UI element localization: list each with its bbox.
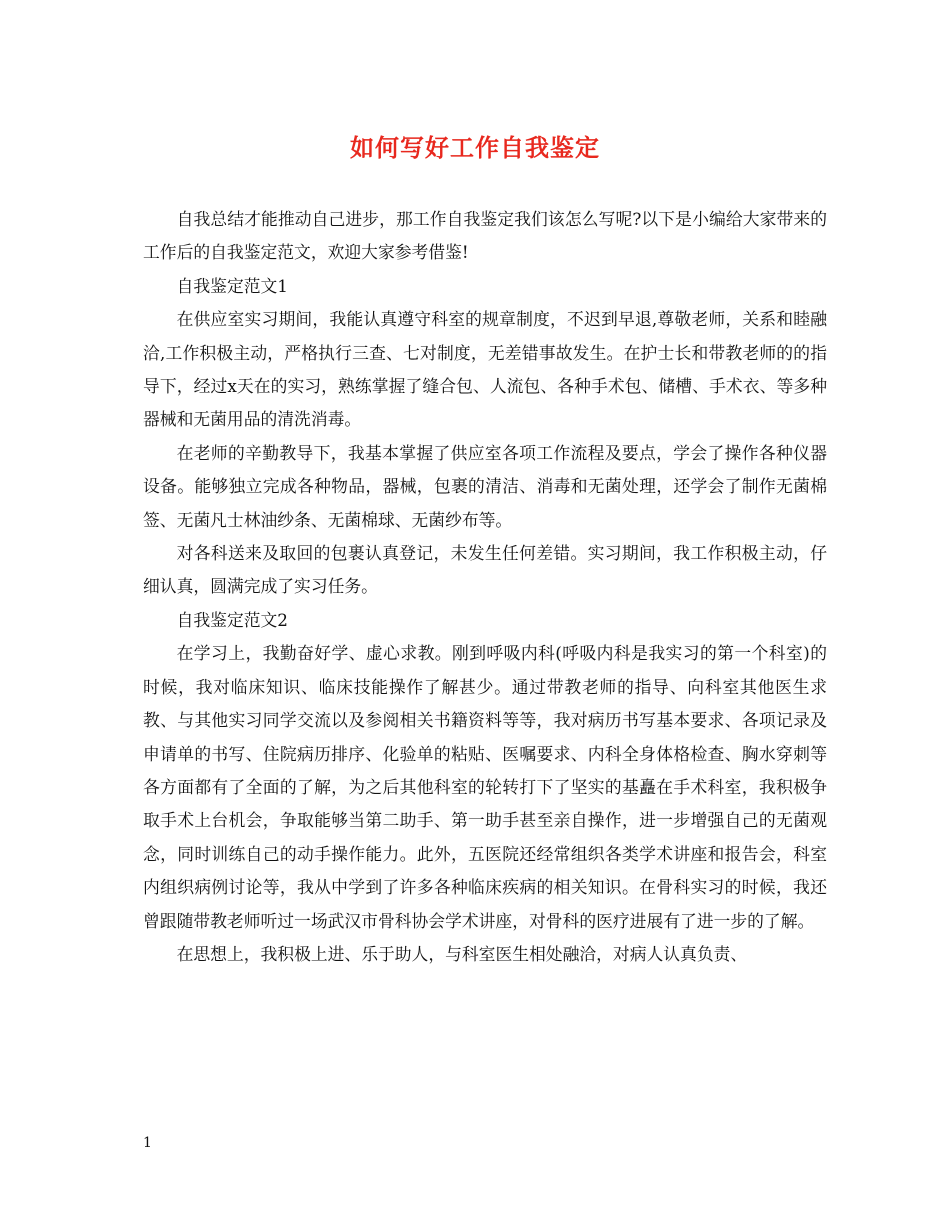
body-paragraph: 在思想上，我积极上进、乐于助人，与科室医生相处融洽，对病人认真负责、 (176, 943, 748, 964)
body-paragraph: 在供应室实习期间，我能认真遵守科室的规章制度，不迟到早退,尊敬老师，关系和睦融洽,工作积极主动，严格执行三查、七对制度，无差错事故发生。在护士长和带教老师的的指导下，经过x天在的实习，熟练掌握了缝合包、人流包、各种手术包、储槽、手术衣、等多种器械和无菌用品的清洗消毒。 (143, 309, 827, 430)
document-title: 如何写好工作自我鉴定 (350, 133, 600, 162)
page-number: 1 (143, 1135, 152, 1151)
body-paragraph: 在老师的辛勤教导下，我基本掌握了供应室各项工作流程及要点，学会了操作各种仪器设备。能够独立完成各种物品，器械，包裹的清洁、消毒和无菌处理，还学会了制作无菌棉签、无菌凡士林油纱条、无菌棉球、无菌纱布等。 (143, 442, 827, 530)
document-body (143, 203, 827, 971)
body-paragraph: 对各科送来及取回的包裹认真登记，未发生任何差错。实习期间，我工作积极主动，仔细认真，圆满完成了实习任务。 (143, 543, 827, 597)
section-heading-sample-2: 自我鉴定范文2 (176, 609, 288, 630)
body-paragraph: 在学习上，我勤奋好学、虚心求教。刚到呼吸内科(呼吸内科是我实习的第一个科室)的时候，我对临床知识、临床技能操作了解甚少。通过带教老师的指导、向科室其他医生求教、与其他实习同学交流以及参阅相关书籍资料等等，我对病历书写基本要求、各项记录及申请单的书写、住院病历排序、化验单的粘贴、医嘱要求、内科全身体格检查、胸水穿刺等各方面都有了全面的了解，为之后其他科室的轮转打下了坚实的基矗在手术科室，我积极争取手术上台机会，争取能够当第二助手、第一助手甚至亲自操作，进一步增强自己的无菌观念，同时训练自己的动手操作能力。此外，五医院还经常组织各类学术讲座和报告会，科室内组织病例讨论等，我从中学到了许多各种临床疾病的相关知识。在骨科实习的时候，我还曾跟随带教老师听过一场武汉市骨科协会学术讲座，对骨科的医疗进展有了进一步的了解。 (143, 643, 827, 931)
intro-paragraph: 自我总结才能推动自己进步，那工作自我鉴定我们该怎么写呢?以下是小编给大家带来的工作后的自我鉴定范文，欢迎大家参考借鉴! (143, 209, 827, 263)
section-heading-sample-1: 自我鉴定范文1 (176, 275, 288, 296)
